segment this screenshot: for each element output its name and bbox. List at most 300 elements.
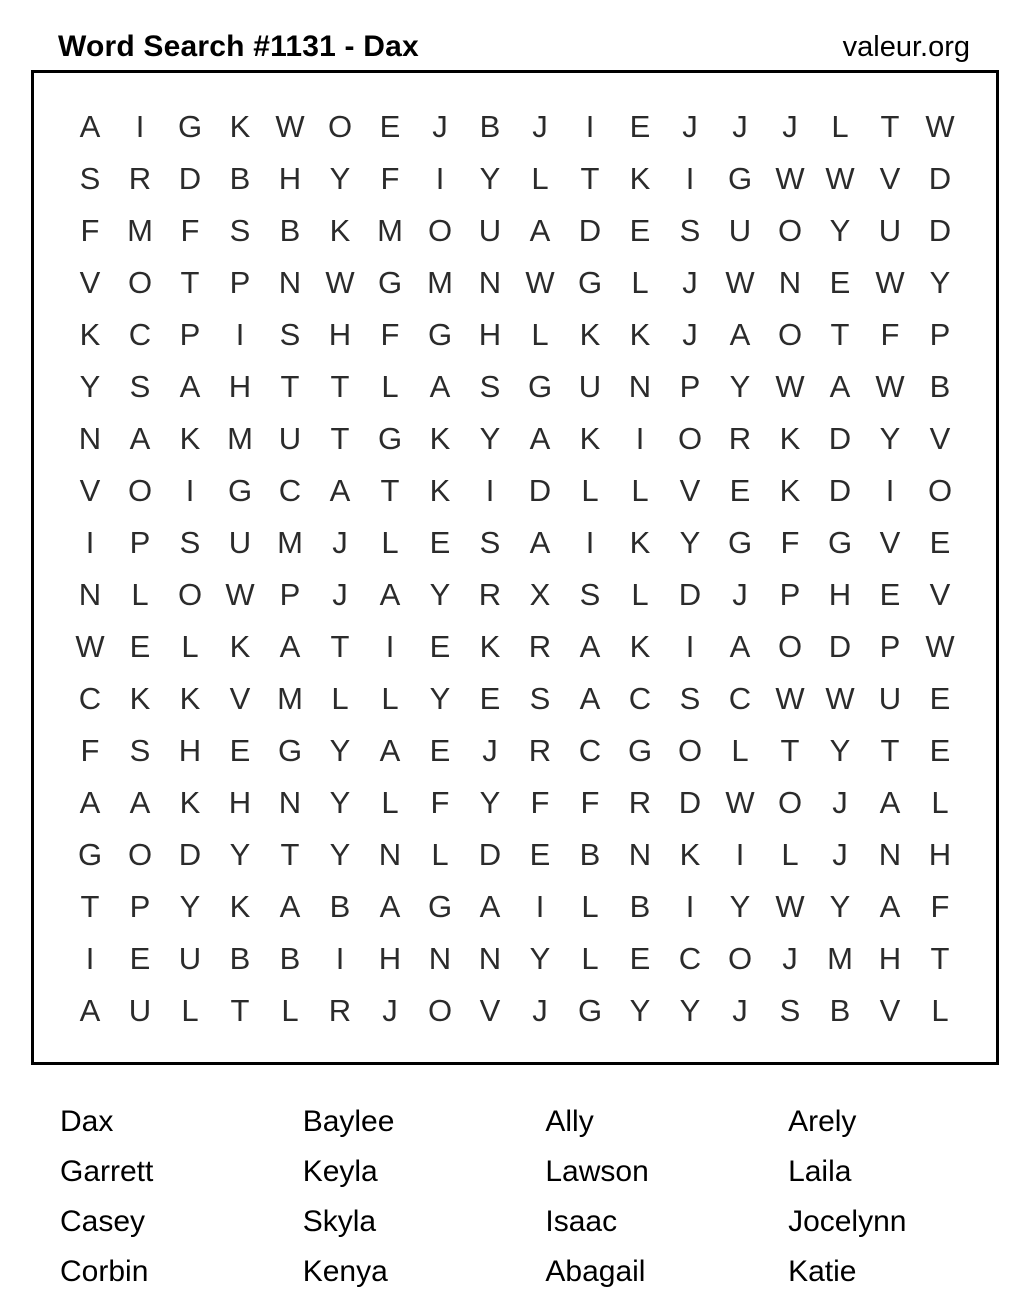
grid-cell[interactable]: Y (329, 785, 351, 820)
grid-cell[interactable]: K (779, 473, 801, 508)
grid-cell[interactable]: W (925, 629, 955, 664)
grid-cell[interactable]: K (479, 629, 501, 664)
grid-cell[interactable]: T (180, 265, 200, 300)
grid-cell[interactable]: Y (329, 837, 351, 872)
grid-cell[interactable]: B (279, 941, 301, 976)
grid-cell[interactable]: D (678, 577, 702, 612)
grid-cell[interactable]: G (427, 317, 453, 352)
grid-cell[interactable]: T (330, 629, 350, 664)
grid-cell[interactable]: E (629, 109, 651, 144)
grid-cell[interactable]: S (679, 213, 701, 248)
grid-cell[interactable]: T (380, 473, 400, 508)
grid-cell[interactable]: W (825, 681, 855, 716)
grid-cell[interactable]: L (931, 993, 949, 1028)
grid-cell[interactable]: U (878, 213, 902, 248)
grid-cell[interactable]: O (427, 993, 453, 1028)
grid-cell[interactable]: J (332, 525, 348, 560)
grid-cell[interactable]: K (579, 421, 601, 456)
grid-cell[interactable]: K (329, 213, 351, 248)
grid-cell[interactable]: F (380, 317, 400, 352)
grid-cell[interactable]: W (525, 265, 555, 300)
grid-cell[interactable]: V (879, 161, 901, 196)
grid-cell[interactable]: L (381, 785, 399, 820)
grid-cell[interactable]: V (229, 681, 251, 716)
grid-cell[interactable]: W (275, 109, 305, 144)
grid-cell[interactable]: O (777, 629, 803, 664)
grid-cell[interactable]: T (830, 317, 850, 352)
grid-cell[interactable]: N (428, 941, 452, 976)
grid-cell[interactable]: E (929, 681, 951, 716)
grid-cell[interactable]: A (529, 421, 551, 456)
grid-cell[interactable]: Y (429, 577, 451, 612)
grid-cell[interactable]: U (478, 213, 502, 248)
grid-cell[interactable]: P (879, 629, 901, 664)
grid-cell[interactable]: Y (479, 785, 501, 820)
grid-cell[interactable]: F (80, 733, 100, 768)
grid-cell[interactable]: J (682, 265, 698, 300)
grid-cell[interactable]: J (682, 109, 698, 144)
grid-cell[interactable]: R (628, 785, 652, 820)
grid-cell[interactable]: E (729, 473, 751, 508)
grid-cell[interactable]: J (332, 577, 348, 612)
grid-cell[interactable]: A (529, 525, 551, 560)
grid-cell[interactable]: D (678, 785, 702, 820)
grid-cell[interactable]: G (727, 161, 753, 196)
grid-cell[interactable]: D (478, 837, 502, 872)
grid-cell[interactable]: F (180, 213, 200, 248)
grid-cell[interactable]: K (629, 317, 651, 352)
grid-cell[interactable]: L (281, 993, 299, 1028)
grid-cell[interactable]: A (579, 681, 601, 716)
grid-cell[interactable]: G (227, 473, 253, 508)
grid-cell[interactable]: N (278, 785, 302, 820)
grid-cell[interactable]: D (828, 473, 852, 508)
grid-cell[interactable]: I (235, 317, 245, 352)
grid-cell[interactable]: W (725, 785, 755, 820)
grid-cell[interactable]: E (429, 629, 451, 664)
grid-cell[interactable]: P (179, 317, 201, 352)
grid-cell[interactable]: Y (679, 993, 701, 1028)
grid-cell[interactable]: L (581, 889, 599, 924)
grid-cell[interactable]: R (528, 629, 552, 664)
grid-cell[interactable]: B (479, 109, 501, 144)
grid-cell[interactable]: H (228, 369, 252, 404)
grid-cell[interactable]: C (578, 733, 602, 768)
grid-cell[interactable]: K (429, 473, 451, 508)
grid-cell[interactable]: T (780, 733, 800, 768)
grid-cell[interactable]: N (278, 265, 302, 300)
grid-cell[interactable]: A (179, 369, 201, 404)
grid-cell[interactable]: L (381, 681, 399, 716)
grid-cell[interactable]: T (930, 941, 950, 976)
grid-cell[interactable]: I (435, 161, 445, 196)
grid-cell[interactable]: L (131, 577, 149, 612)
grid-cell[interactable]: J (482, 733, 498, 768)
grid-cell[interactable]: B (579, 837, 601, 872)
grid-cell[interactable]: M (377, 213, 403, 248)
grid-cell[interactable]: Y (329, 161, 351, 196)
grid-cell[interactable]: L (381, 525, 399, 560)
grid-cell[interactable]: I (635, 421, 645, 456)
grid-cell[interactable]: Y (329, 733, 351, 768)
grid-cell[interactable]: A (729, 629, 751, 664)
grid-cell[interactable]: W (775, 369, 805, 404)
grid-cell[interactable]: H (228, 785, 252, 820)
grid-cell[interactable]: C (278, 473, 302, 508)
grid-cell[interactable]: S (529, 681, 551, 716)
grid-cell[interactable]: O (327, 109, 353, 144)
grid-cell[interactable]: O (427, 213, 453, 248)
grid-cell[interactable]: L (581, 473, 599, 508)
grid-cell[interactable]: S (479, 369, 501, 404)
grid-cell[interactable]: F (580, 785, 600, 820)
grid-cell[interactable]: L (831, 109, 849, 144)
grid-cell[interactable]: S (279, 317, 301, 352)
grid-cell[interactable]: D (178, 837, 202, 872)
grid-cell[interactable]: Y (629, 993, 651, 1028)
grid-cell[interactable]: K (179, 421, 201, 456)
grid-cell[interactable]: L (181, 629, 199, 664)
grid-cell[interactable]: J (782, 941, 798, 976)
grid-cell[interactable]: K (79, 317, 101, 352)
grid-cell[interactable]: C (678, 941, 702, 976)
grid-cell[interactable]: G (727, 525, 753, 560)
grid-cell[interactable]: A (529, 213, 551, 248)
grid-cell[interactable]: G (177, 109, 203, 144)
grid-cell[interactable]: N (378, 837, 402, 872)
grid-cell[interactable]: S (679, 681, 701, 716)
grid-cell[interactable]: D (828, 629, 852, 664)
grid-cell[interactable]: V (79, 473, 101, 508)
grid-cell[interactable]: D (828, 421, 852, 456)
grid-cell[interactable]: V (479, 993, 501, 1028)
grid-cell[interactable]: T (880, 109, 900, 144)
grid-cell[interactable]: Y (479, 421, 501, 456)
grid-cell[interactable]: K (629, 629, 651, 664)
grid-cell[interactable]: Y (729, 369, 751, 404)
grid-cell[interactable]: I (585, 525, 595, 560)
grid-cell[interactable]: A (479, 889, 501, 924)
grid-cell[interactable]: K (229, 889, 251, 924)
grid-cell[interactable]: B (229, 941, 251, 976)
grid-cell[interactable]: I (885, 473, 895, 508)
grid-cell[interactable]: N (78, 421, 102, 456)
grid-cell[interactable]: F (80, 213, 100, 248)
grid-cell[interactable]: E (929, 733, 951, 768)
grid-cell[interactable]: U (278, 421, 302, 456)
grid-cell[interactable]: N (778, 265, 802, 300)
grid-cell[interactable]: L (181, 993, 199, 1028)
grid-cell[interactable]: G (527, 369, 553, 404)
grid-cell[interactable]: A (79, 785, 101, 820)
grid-cell[interactable]: W (775, 889, 805, 924)
grid-cell[interactable]: L (631, 265, 649, 300)
grid-cell[interactable]: E (379, 109, 401, 144)
grid-cell[interactable]: M (127, 213, 153, 248)
grid-cell[interactable]: U (228, 525, 252, 560)
grid-cell[interactable]: D (528, 473, 552, 508)
grid-cell[interactable]: G (377, 421, 403, 456)
grid-cell[interactable]: W (775, 681, 805, 716)
grid-cell[interactable]: E (479, 681, 501, 716)
grid-cell[interactable]: H (278, 161, 302, 196)
grid-cell[interactable]: U (178, 941, 202, 976)
grid-cell[interactable]: A (879, 785, 901, 820)
grid-cell[interactable]: R (728, 421, 752, 456)
grid-cell[interactable]: B (329, 889, 351, 924)
grid-cell[interactable]: E (229, 733, 251, 768)
grid-cell[interactable]: S (79, 161, 101, 196)
grid-cell[interactable]: T (330, 369, 350, 404)
grid-cell[interactable]: U (128, 993, 152, 1028)
grid-cell[interactable]: K (229, 629, 251, 664)
grid-cell[interactable]: T (580, 161, 600, 196)
grid-cell[interactable]: K (629, 525, 651, 560)
grid-cell[interactable]: B (929, 369, 951, 404)
grid-cell[interactable]: E (129, 629, 151, 664)
grid-cell[interactable]: A (279, 629, 301, 664)
grid-cell[interactable]: F (530, 785, 550, 820)
grid-cell[interactable]: W (875, 265, 905, 300)
grid-cell[interactable]: K (129, 681, 151, 716)
grid-cell[interactable]: I (685, 629, 695, 664)
grid-cell[interactable]: G (77, 837, 103, 872)
grid-cell[interactable]: W (325, 265, 355, 300)
grid-cell[interactable]: V (929, 577, 951, 612)
grid-cell[interactable]: O (177, 577, 203, 612)
grid-cell[interactable]: P (229, 265, 251, 300)
grid-cell[interactable]: L (731, 733, 749, 768)
grid-cell[interactable]: K (579, 317, 601, 352)
grid-cell[interactable]: L (631, 577, 649, 612)
grid-cell[interactable]: C (728, 681, 752, 716)
grid-cell[interactable]: H (878, 941, 902, 976)
grid-cell[interactable]: T (880, 733, 900, 768)
grid-cell[interactable]: T (280, 369, 300, 404)
grid-cell[interactable]: S (129, 733, 151, 768)
grid-cell[interactable]: C (78, 681, 102, 716)
grid-cell[interactable]: V (879, 993, 901, 1028)
grid-cell[interactable]: F (430, 785, 450, 820)
grid-cell[interactable]: D (928, 161, 952, 196)
grid-cell[interactable]: Y (829, 213, 851, 248)
grid-cell[interactable]: W (225, 577, 255, 612)
grid-cell[interactable]: O (727, 941, 753, 976)
grid-cell[interactable]: K (429, 421, 451, 456)
grid-cell[interactable]: I (135, 109, 145, 144)
grid-cell[interactable]: M (227, 421, 253, 456)
grid-cell[interactable]: J (832, 837, 848, 872)
grid-cell[interactable]: L (431, 837, 449, 872)
grid-cell[interactable]: N (478, 941, 502, 976)
grid-cell[interactable]: G (627, 733, 653, 768)
grid-cell[interactable]: V (929, 421, 951, 456)
grid-cell[interactable]: F (380, 161, 400, 196)
grid-cell[interactable]: G (577, 993, 603, 1028)
grid-cell[interactable]: L (931, 785, 949, 820)
grid-cell[interactable]: Y (829, 889, 851, 924)
grid-cell[interactable]: W (775, 161, 805, 196)
grid-cell[interactable]: I (535, 889, 545, 924)
grid-cell[interactable]: L (781, 837, 799, 872)
grid-cell[interactable]: Y (679, 525, 701, 560)
grid-cell[interactable]: Y (79, 369, 101, 404)
grid-cell[interactable]: O (927, 473, 953, 508)
grid-cell[interactable]: D (578, 213, 602, 248)
grid-cell[interactable]: N (78, 577, 102, 612)
grid-cell[interactable]: T (80, 889, 100, 924)
grid-cell[interactable]: Y (529, 941, 551, 976)
grid-cell[interactable]: O (777, 213, 803, 248)
grid-cell[interactable]: D (928, 213, 952, 248)
grid-cell[interactable]: S (779, 993, 801, 1028)
grid-cell[interactable]: W (925, 109, 955, 144)
grid-cell[interactable]: J (432, 109, 448, 144)
grid-cell[interactable]: F (780, 525, 800, 560)
grid-cell[interactable]: H (478, 317, 502, 352)
grid-cell[interactable]: F (930, 889, 950, 924)
grid-cell[interactable]: L (631, 473, 649, 508)
grid-cell[interactable]: M (277, 525, 303, 560)
grid-cell[interactable]: A (879, 889, 901, 924)
grid-cell[interactable]: A (829, 369, 851, 404)
grid-cell[interactable]: U (728, 213, 752, 248)
grid-cell[interactable]: W (825, 161, 855, 196)
grid-cell[interactable]: M (277, 681, 303, 716)
grid-cell[interactable]: J (832, 785, 848, 820)
grid-cell[interactable]: T (330, 421, 350, 456)
grid-cell[interactable]: J (732, 993, 748, 1028)
grid-cell[interactable]: I (685, 161, 695, 196)
grid-cell[interactable]: E (879, 577, 901, 612)
grid-cell[interactable]: O (127, 473, 153, 508)
grid-cell[interactable]: L (381, 369, 399, 404)
grid-cell[interactable]: A (129, 785, 151, 820)
grid-cell[interactable]: J (732, 109, 748, 144)
grid-cell[interactable]: V (679, 473, 701, 508)
grid-cell[interactable]: A (379, 889, 401, 924)
grid-cell[interactable]: V (879, 525, 901, 560)
grid-cell[interactable]: V (79, 265, 101, 300)
grid-cell[interactable]: N (628, 369, 652, 404)
grid-cell[interactable]: I (735, 837, 745, 872)
grid-cell[interactable]: O (777, 785, 803, 820)
grid-cell[interactable]: L (531, 161, 549, 196)
grid-cell[interactable]: M (827, 941, 853, 976)
grid-cell[interactable]: J (782, 109, 798, 144)
grid-cell[interactable]: Y (929, 265, 951, 300)
grid-cell[interactable]: Y (429, 681, 451, 716)
grid-cell[interactable]: A (379, 577, 401, 612)
grid-cell[interactable]: O (127, 265, 153, 300)
grid-cell[interactable]: K (179, 681, 201, 716)
grid-cell[interactable]: N (878, 837, 902, 872)
grid-cell[interactable]: O (677, 733, 703, 768)
grid-cell[interactable]: W (875, 369, 905, 404)
grid-cell[interactable]: U (878, 681, 902, 716)
grid-cell[interactable]: Y (179, 889, 201, 924)
grid-cell[interactable]: G (427, 889, 453, 924)
grid-cell[interactable]: X (529, 577, 551, 612)
grid-cell[interactable]: I (185, 473, 195, 508)
grid-cell[interactable]: W (725, 265, 755, 300)
grid-cell[interactable]: K (629, 161, 651, 196)
grid-cell[interactable]: G (277, 733, 303, 768)
grid-cell[interactable]: I (685, 889, 695, 924)
grid-cell[interactable]: P (129, 525, 151, 560)
grid-cell[interactable]: H (378, 941, 402, 976)
grid-cell[interactable]: G (377, 265, 403, 300)
grid-cell[interactable]: E (629, 941, 651, 976)
grid-cell[interactable]: C (128, 317, 152, 352)
grid-cell[interactable]: K (179, 785, 201, 820)
grid-cell[interactable]: J (532, 993, 548, 1028)
grid-cell[interactable]: A (379, 733, 401, 768)
grid-cell[interactable]: R (328, 993, 352, 1028)
grid-cell[interactable]: I (385, 629, 395, 664)
grid-cell[interactable]: S (579, 577, 601, 612)
grid-cell[interactable]: Y (729, 889, 751, 924)
grid-cell[interactable]: B (829, 993, 851, 1028)
grid-cell[interactable]: P (279, 577, 301, 612)
grid-cell[interactable]: O (677, 421, 703, 456)
grid-cell[interactable]: I (335, 941, 345, 976)
grid-cell[interactable]: G (577, 265, 603, 300)
grid-cell[interactable]: S (479, 525, 501, 560)
grid-cell[interactable]: I (485, 473, 495, 508)
grid-cell[interactable]: A (79, 109, 101, 144)
grid-cell[interactable]: H (928, 837, 952, 872)
grid-cell[interactable]: K (679, 837, 701, 872)
grid-cell[interactable]: S (229, 213, 251, 248)
grid-cell[interactable]: K (779, 421, 801, 456)
grid-cell[interactable]: N (628, 837, 652, 872)
grid-cell[interactable]: F (880, 317, 900, 352)
grid-cell[interactable]: E (929, 525, 951, 560)
grid-cell[interactable]: E (829, 265, 851, 300)
grid-cell[interactable]: N (478, 265, 502, 300)
grid-cell[interactable]: P (679, 369, 701, 404)
grid-cell[interactable]: I (585, 109, 595, 144)
grid-cell[interactable]: A (129, 421, 151, 456)
grid-cell[interactable]: Y (229, 837, 251, 872)
grid-cell[interactable]: G (827, 525, 853, 560)
grid-cell[interactable]: C (628, 681, 652, 716)
grid-cell[interactable]: A (729, 317, 751, 352)
grid-cell[interactable]: O (777, 317, 803, 352)
grid-cell[interactable]: I (85, 941, 95, 976)
grid-cell[interactable]: K (229, 109, 251, 144)
grid-cell[interactable]: M (427, 265, 453, 300)
grid-cell[interactable]: E (629, 213, 651, 248)
grid-cell[interactable]: A (279, 889, 301, 924)
grid-cell[interactable]: L (331, 681, 349, 716)
grid-cell[interactable]: Y (479, 161, 501, 196)
grid-cell[interactable]: E (529, 837, 551, 872)
grid-cell[interactable]: T (230, 993, 250, 1028)
grid-cell[interactable]: B (279, 213, 301, 248)
grid-cell[interactable]: R (128, 161, 152, 196)
grid-cell[interactable]: A (79, 993, 101, 1028)
grid-cell[interactable]: L (581, 941, 599, 976)
grid-cell[interactable]: O (127, 837, 153, 872)
grid-cell[interactable]: T (280, 837, 300, 872)
grid-cell[interactable]: H (178, 733, 202, 768)
grid-cell[interactable]: P (129, 889, 151, 924)
grid-cell[interactable]: E (429, 733, 451, 768)
grid-cell[interactable]: A (329, 473, 351, 508)
grid-cell[interactable]: R (478, 577, 502, 612)
